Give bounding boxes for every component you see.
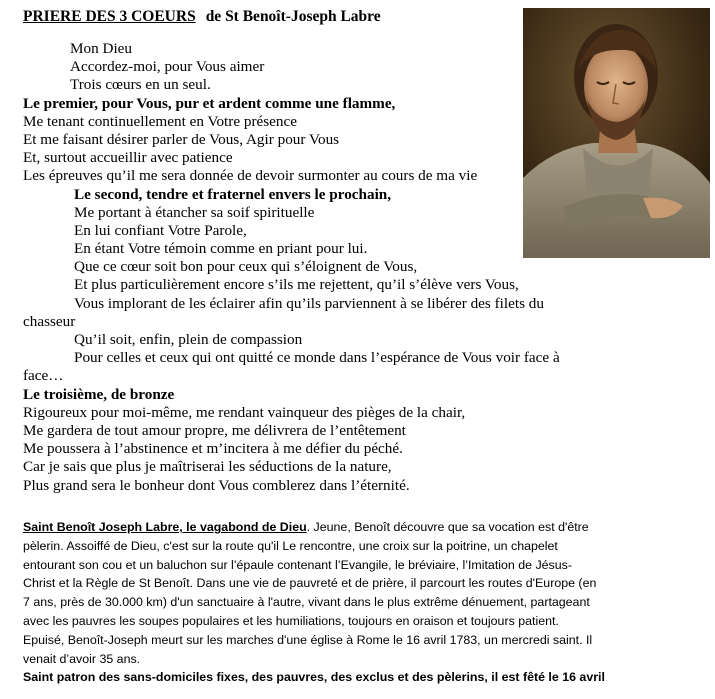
poem-heading-third-heart: Le troisième, de bronze bbox=[23, 385, 175, 403]
biography-line: Christ et la Règle de St Benoît. Dans une vie de pauvreté et de prière, il parcourt les routes d'Europe (en bbox=[23, 576, 597, 591]
poem-line: En étant Votre témoin comme en priant pour lui. bbox=[74, 240, 368, 258]
biography-line: avec les pauvres les soupes populaires et les humiliations, toujours en oraison et toujours patient. bbox=[23, 613, 559, 628]
poem-line: Les épreuves qu’il me sera donnée de devoir surmonter au cours de ma vie bbox=[23, 167, 478, 185]
prayer-text bbox=[23, 40, 598, 495]
biography-line: Epuisé, Benoît-Joseph meurt sur les marches d'une église à Rome le 16 avril 1783, un mercredi saint. Il bbox=[23, 632, 593, 647]
poem-line: Que ce cœur soit bon pour ceux qui s’éloignent de Vous, bbox=[74, 258, 418, 276]
poem-line: Pour celles et ceux qui ont quitté ce monde dans l’espérance de Vous voir face à bbox=[74, 349, 560, 367]
biography-line: . Jeune, Benoît découvre que sa vocation est d'être bbox=[306, 520, 589, 534]
poem-line: Rigoureux pour moi-même, me rendant vainqueur des pièges de la chair, bbox=[23, 403, 466, 421]
poem-line: Accordez-moi, pour Vous aimer bbox=[70, 58, 265, 76]
poem-line: Me gardera de tout amour propre, me délivrera de l’entêtement bbox=[23, 421, 406, 439]
poem-line: Me poussera à l’abstinence et m’incitera à me défier du péché. bbox=[23, 440, 403, 458]
poem-heading-first-heart: Le premier, pour Vous, pur et ardent comme une flamme, bbox=[23, 94, 396, 112]
biography-heading: Saint Benoît Joseph Labre, le vagabond de Dieu bbox=[23, 520, 307, 534]
saint-portrait-image bbox=[523, 8, 710, 258]
biography-line: venait d’avoir 35 ans. bbox=[23, 651, 141, 666]
poem-line: Me portant à étancher sa soif spirituelle bbox=[74, 203, 315, 221]
biography-paragraph bbox=[23, 518, 711, 687]
poem-line: Car je sais que plus je maîtriserai les séductions de la nature, bbox=[23, 458, 392, 476]
poem-line: Trois cœurs en un seul. bbox=[70, 76, 211, 94]
poem-line: Qu’il soit, enfin, plein de compassion bbox=[74, 331, 303, 348]
poem-line: face… bbox=[23, 367, 64, 385]
poem-line: En lui confiant Votre Parole, bbox=[74, 221, 247, 239]
biography-line: 7 ans, près de 30.000 km) d'un sanctuaire à l'autre, vivant dans le plus extrême dénuement, partageant bbox=[23, 595, 590, 610]
poem-line: Et, surtout accueillir avec patience bbox=[23, 149, 233, 167]
poem-line: chasseur bbox=[23, 312, 76, 330]
poem-line: Plus grand sera le bonheur dont Vous comblerez dans l’éternité. bbox=[23, 476, 410, 494]
poem-heading-second-heart: Le second, tendre et fraternel envers le prochain, bbox=[74, 185, 392, 203]
biography-line: pèlerin. Assoiffé de Dieu, c'est sur la route qu'il Le rencontre, une croix sur la poitrine, un chapelet bbox=[23, 538, 558, 553]
poem-line: Vous implorant de les éclairer afin qu’ils parviennent à se libérer des filets du bbox=[74, 294, 544, 312]
patron-line: Saint patron des sans-domiciles fixes, des pauvres, des exclus et des pèlerins, il est fêté le 16 avril bbox=[23, 670, 605, 685]
title-author: de St Benoît-Joseph Labre bbox=[205, 8, 381, 25]
title-main: PRIERE DES 3 COEURS bbox=[23, 8, 196, 25]
poem-line: Et me faisant désirer parler de Vous, Agir pour Vous bbox=[23, 130, 340, 148]
poem-line: Mon Dieu bbox=[70, 40, 133, 57]
biography-line: entourant son cou et un baluchon sur l’épaule contenant l’Evangile, le bréviaire, l’Imitation de Jésus- bbox=[23, 557, 572, 572]
poem-line: Et plus particulièrement encore s’ils me rejettent, qu’il s’élève vers Vous, bbox=[74, 276, 519, 294]
prayer-title bbox=[23, 8, 381, 26]
poem-line: Me tenant continuellement en Votre présence bbox=[23, 112, 297, 130]
